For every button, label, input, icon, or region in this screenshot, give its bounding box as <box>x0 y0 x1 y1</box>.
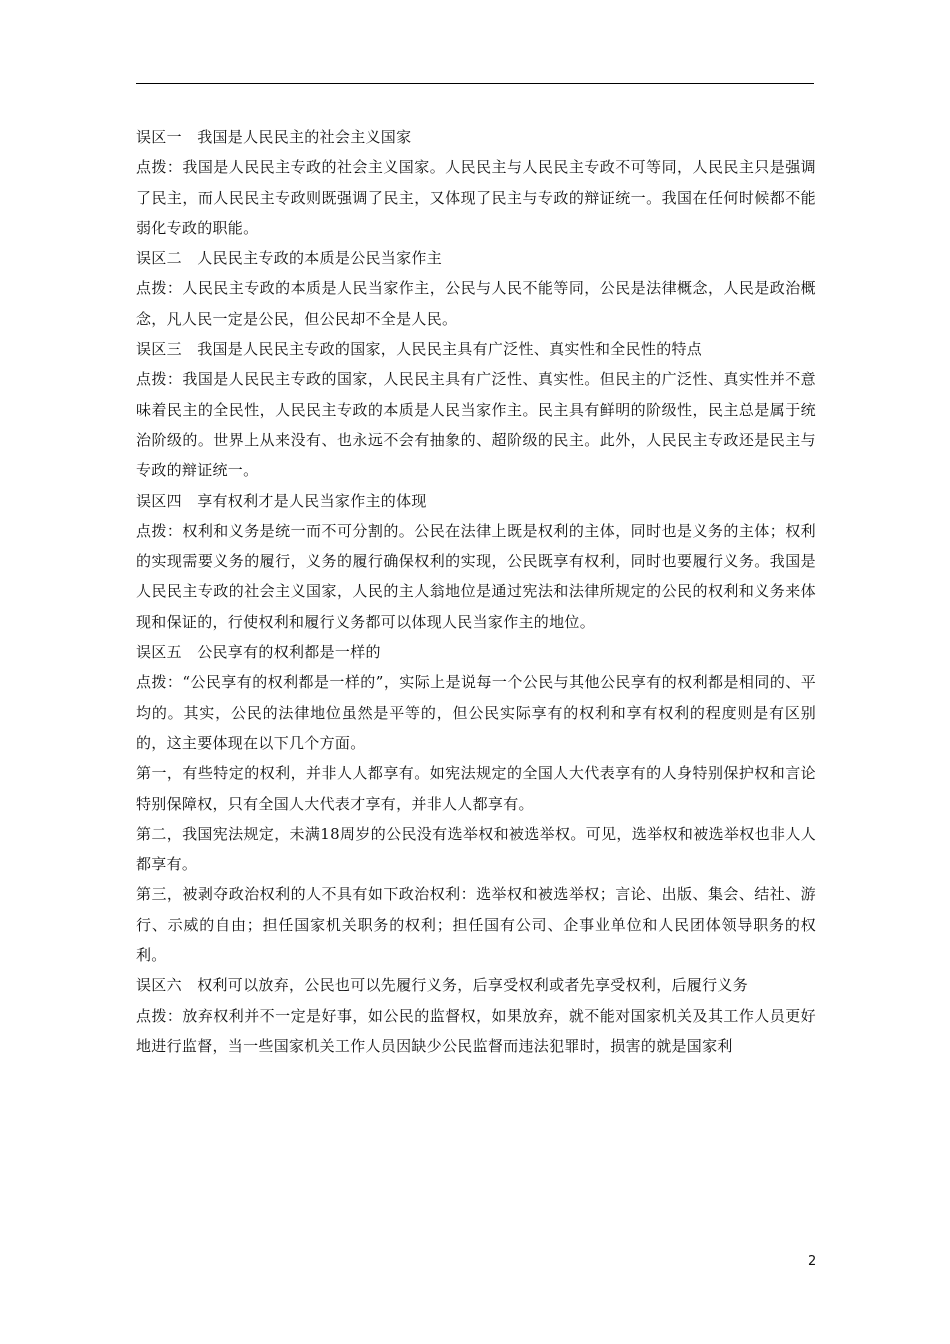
misconception-3-explanation: 点拨：我国是人民民主专政的国家，人民民主具有广泛性、真实性。但民主的广泛性、真实性并不意味着民主的全民性，人民民主专政的本质是人民当家作主。民主具有鲜明的阶级性，民主总是属于统治阶级的。世界上从来没有、也永远不会有抽象的、超阶级的民主。此外，人民民主专政还是民主与专政的辩证统一。 <box>136 370 816 480</box>
misconception-1-heading: 误区一 我国是人民民主的社会主义国家 <box>136 128 412 146</box>
header-rule <box>136 83 814 84</box>
misconception-2-explanation: 点拨：人民民主专政的本质是人民当家作主，公民与人民不能等同，公民是法律概念，人民是政治概念，凡人民一定是公民，但公民却不全是人民。 <box>136 279 816 328</box>
point-second: 第二，我国宪法规定，未满18周岁的公民没有选举权和被选举权。可见，选举权和被选举权也非人人都享有。 <box>136 824 816 874</box>
body-text <box>136 122 816 1061</box>
misconception-2-heading: 误区二 人民民主专政的本质是公民当家作主 <box>136 249 443 268</box>
misconception-6-heading: 误区六 权利可以放弃，公民也可以先履行义务，后享受权利或者先享受权利，后履行义务 <box>136 976 749 995</box>
page-number: 2 <box>808 1254 817 1269</box>
misconception-4-heading: 误区四 享有权利才是人民当家作主的体现 <box>136 491 427 510</box>
misconception-4-explanation: 点拨：权利和义务是统一而不可分割的。公民在法律上既是权利的主体，同时也是义务的主体；权利的实现需要义务的履行，义务的履行确保权利的实现，公民既享有权利，同时也要履行义务。我国是人民民主专政的社会主义国家，人民的主人翁地位是通过宪法和法律所规定的公民的权利和义务来体现和保证的，行使权利和履行义务都可以体现人民当家作主的地位。 <box>136 521 816 631</box>
misconception-6-explanation: 点拨：放弃权利并不一定是好事，如公民的监督权，如果放弃，就不能对国家机关及其工作人员更好地进行监督，当一些国家机关工作人员因缺少公民监督而违法犯罪时，损害的就是国家利 <box>136 1006 816 1055</box>
misconception-3-heading: 误区三 我国是人民民主专政的国家，人民民主具有广泛性、真实性和全民性的特点 <box>136 340 703 359</box>
misconception-5-heading: 误区五 公民享有的权利都是一样的 <box>136 643 381 662</box>
point-first: 第一，有些特定的权利，并非人人都享有。如宪法规定的全国人大代表享有的人身特别保护权和言论特别保障权，只有全国人大代表才享有，并非人人都享有。 <box>136 764 816 813</box>
misconception-1-explanation: 点拨：我国是人民民主专政的社会主义国家。人民民主与人民民主专政不可等同，人民民主只是强调了民主，而人民民主专政则既强调了民主，又体现了民主与专政的辩证统一。我国在任何时候都不能弱化专政的职能。 <box>136 158 816 237</box>
misconception-5-explanation: 点拨：“公民享有的权利都是一样的”，实际上是说每一个公民与其他公民享有的权利都是相同的、平均的。其实，公民的法律地位虽然是平等的，但公民实际享有的权利和享有权利的程度则是有区别的，这主要体现在以下几个方面。 <box>136 673 816 752</box>
point-third: 第三，被剥夺政治权利的人不具有如下政治权利：选举权和被选举权；言论、出版、集会、结社、游行、示威的自由；担任国家机关职务的权利；担任国有公司、企事业单位和人民团体领导职务的权利。 <box>136 885 816 965</box>
